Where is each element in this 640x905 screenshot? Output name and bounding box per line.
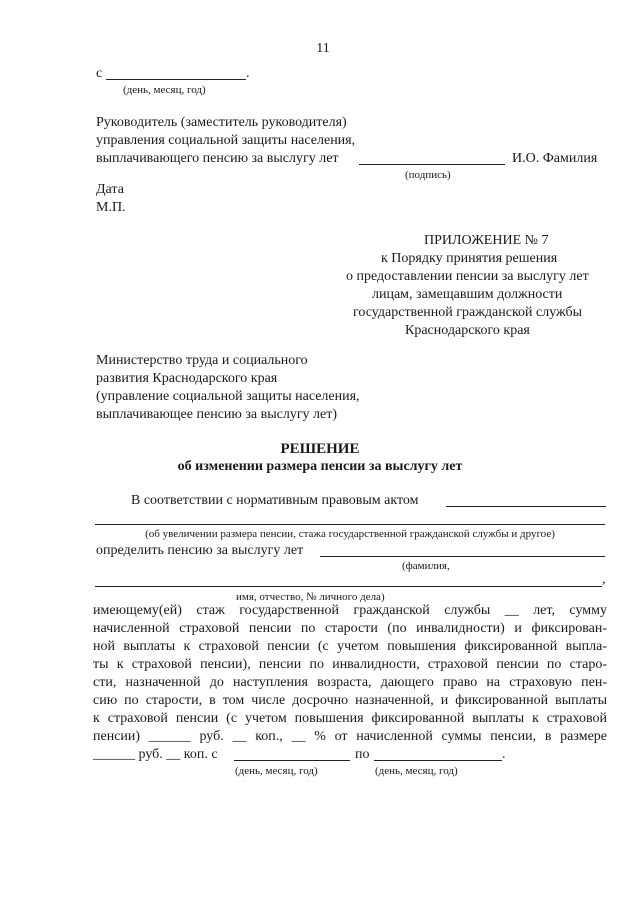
appendix-line: к Порядку принятия решения: [381, 251, 558, 266]
head-title-line-2: управления социальной защиты населения,: [96, 133, 356, 148]
appendix-line: Краснодарского края: [405, 323, 530, 338]
define-label: определить пенсию за выслугу лет: [96, 543, 304, 558]
ministry-line: (управление социальной защиты населения,: [96, 389, 360, 404]
date-prefix: с: [96, 66, 103, 81]
head-name: И.О. Фамилия: [512, 151, 598, 166]
head-title-line-1: Руководитель (заместитель руководителя): [96, 115, 347, 130]
normative-blank-line: [446, 506, 606, 507]
last-line-end: .: [502, 747, 506, 762]
signature-hint: (подпись): [405, 169, 451, 181]
normative-blank-line-2: [95, 524, 605, 525]
normative-label: В соответствии с нормативным правовым актом: [131, 493, 419, 508]
ministry-line: Министерство труда и социального: [96, 353, 308, 368]
surname-hint: (фамилия,: [402, 560, 450, 572]
last-line-po: по: [355, 747, 370, 762]
body-line: к страховой пенсии (с учетом повышения фиксированной выплаты к страховой: [93, 711, 607, 726]
body-line: пенсии) ______ руб. __ коп., __ % от начисленной суммы пенсии, в размере: [93, 729, 607, 744]
date-from-hint: (день, месяц, год): [235, 765, 318, 777]
signature-line: [359, 164, 505, 165]
appendix-line: о предоставлении пенсии за выслугу лет: [346, 269, 589, 284]
surname-blank-line: [320, 556, 605, 557]
date-from-blank-line: [234, 760, 350, 761]
fullname-end: ,: [602, 572, 606, 587]
date-hint: (день, месяц, год): [123, 84, 206, 96]
appendix-line: лицам, замещавшим должности: [372, 287, 563, 302]
body-line: сти, назначенной до наступления возраста, дающего право на страховую пен-: [93, 675, 607, 690]
body-line: сию по старости, в том числе досрочно назначенной, и фиксированной выплаты: [93, 693, 607, 708]
normative-hint: (об увеличении размера пенсии, стажа государственной гражданской службы и другое): [145, 528, 555, 540]
ministry-line: развития Краснодарского края: [96, 371, 278, 386]
body-line: имеющему(ей) стаж государственной гражданской службы __ лет, сумму: [93, 603, 607, 618]
date-to-hint: (день, месяц, год): [375, 765, 458, 777]
page-number: 11: [316, 41, 330, 56]
fullname-hint: имя, отчество, № личного дела): [236, 591, 385, 603]
decision-title: РЕШЕНИЕ: [280, 441, 360, 457]
body-line: ной выплаты к страховой пенсии (с учетом повышения фиксированной выпла-: [93, 639, 607, 654]
body-line: начисленной страховой пенсии по старости (по инвалидности) и фиксирован-: [93, 621, 607, 636]
date-label: Дата: [96, 182, 124, 197]
ministry-line: выплачивающее пенсию за выслугу лет): [96, 407, 338, 422]
stamp-label: М.П.: [96, 200, 126, 215]
decision-subtitle: об изменении размера пенсии за выслугу лет: [177, 459, 463, 474]
date-to-blank-line: [374, 760, 502, 761]
last-line-amount: ______ руб. __ коп. с: [93, 747, 218, 762]
appendix-title: ПРИЛОЖЕНИЕ № 7: [424, 233, 549, 248]
fullname-blank-line: [95, 586, 602, 587]
body-line: ты к страховой пенсии), пенсии по инвалидности, страховой пенсии по старо-: [93, 657, 607, 672]
head-title-line-3: выплачивающего пенсию за выслугу лет: [96, 151, 339, 166]
date-end-dot: .: [246, 66, 250, 81]
appendix-line: государственной гражданской службы: [353, 305, 583, 320]
date-blank-line: [106, 79, 246, 80]
